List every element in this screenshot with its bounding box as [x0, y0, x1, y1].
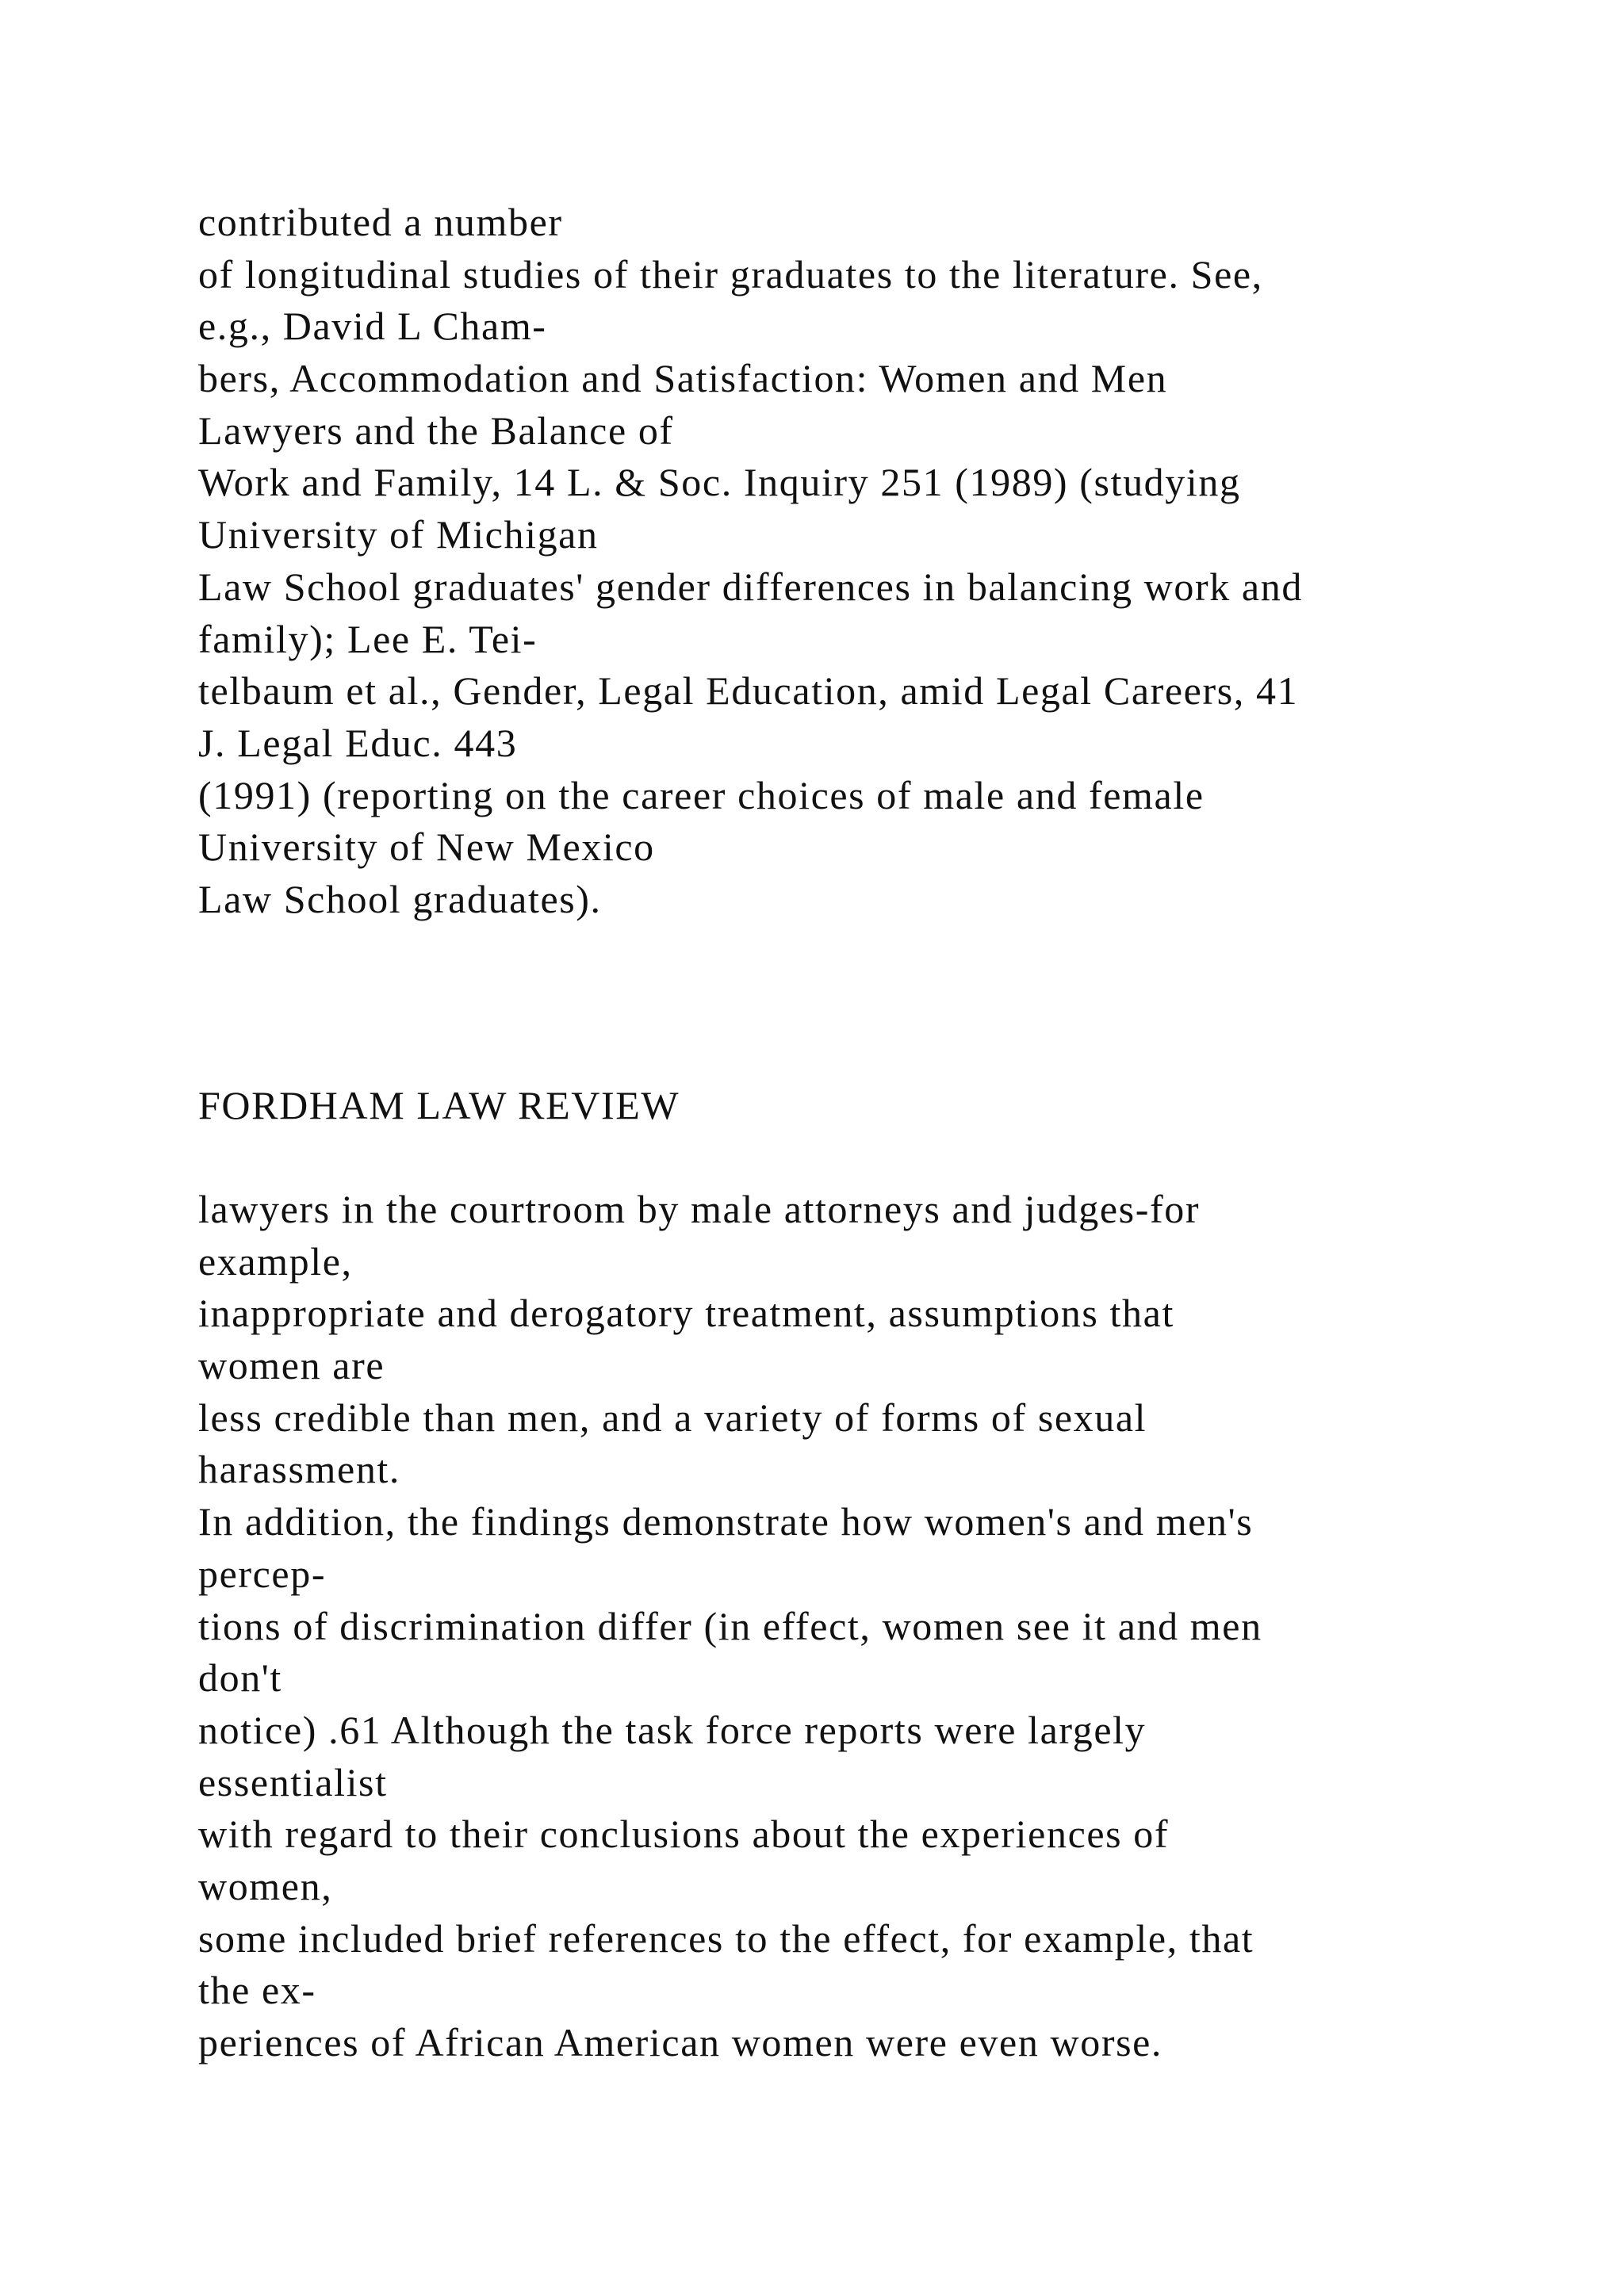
text-line: e.g., David L Cham-	[198, 304, 547, 349]
text-line: of longitudinal studies of their graduates to the literature. See,	[198, 251, 1263, 297]
text-line: percep-	[198, 1551, 327, 1596]
text-line: contributed a number	[198, 200, 563, 244]
text-line: In addition, the findings demonstrate how women's and men's	[198, 1499, 1254, 1544]
text-line: lawyers in the courtroom by male attorneys and judges-for	[198, 1187, 1201, 1231]
text-line: Law School graduates' gender differences in balancing work and	[198, 564, 1303, 609]
text-line: women are	[198, 1343, 385, 1388]
text-line: University of New Mexico	[198, 825, 655, 870]
text-line: less credible than men, and a variety of forms of sexual	[198, 1395, 1147, 1440]
text-line: Work and Family, 14 L. & Soc. Inquiry 251 (1989) (studying	[198, 460, 1241, 505]
text-line: example,	[198, 1238, 353, 1284]
text-line: harassment.	[198, 1447, 401, 1492]
text-line: bers, Accommodation and Satisfaction: Women and Men	[198, 356, 1168, 401]
text-line: Law School graduates).	[198, 876, 602, 921]
text-line: tions of discrimination differ (in effect, women see it and men	[198, 1603, 1262, 1648]
text-line: inappropriate and derogatory treatment, assumptions that	[198, 1291, 1174, 1336]
text-line: women,	[198, 1863, 333, 1908]
text-line: telbaum et al., Gender, Legal Education, amid Legal Careers, 41	[198, 668, 1299, 714]
text-line: University of Michigan	[198, 512, 599, 557]
text-line: Lawyers and the Balance of	[198, 408, 674, 453]
text-line: don't	[198, 1655, 282, 1701]
text-line: periences of African American women were even worse.	[198, 2020, 1163, 2064]
text-line: notice) .61 Although the task force reports were largely	[198, 1707, 1147, 1752]
text-line: J. Legal Educ. 443	[198, 720, 518, 765]
text-line: the ex-	[198, 1968, 316, 2013]
running-header	[198, 1080, 1546, 1132]
journal-title: FORDHAM LAW REVIEW	[198, 1083, 680, 1127]
text-line: with regard to their conclusions about the experiences of	[198, 1812, 1170, 1857]
text-line: some included brief references to the effect, for example, that	[198, 1915, 1254, 1961]
footnote-text	[198, 197, 1546, 926]
text-line: (1991) (reporting on the career choices of male and female	[198, 772, 1205, 817]
body-text	[198, 1184, 1546, 2069]
text-line: family); Lee E. Tei-	[198, 616, 538, 661]
text-line: essentialist	[198, 1759, 388, 1804]
